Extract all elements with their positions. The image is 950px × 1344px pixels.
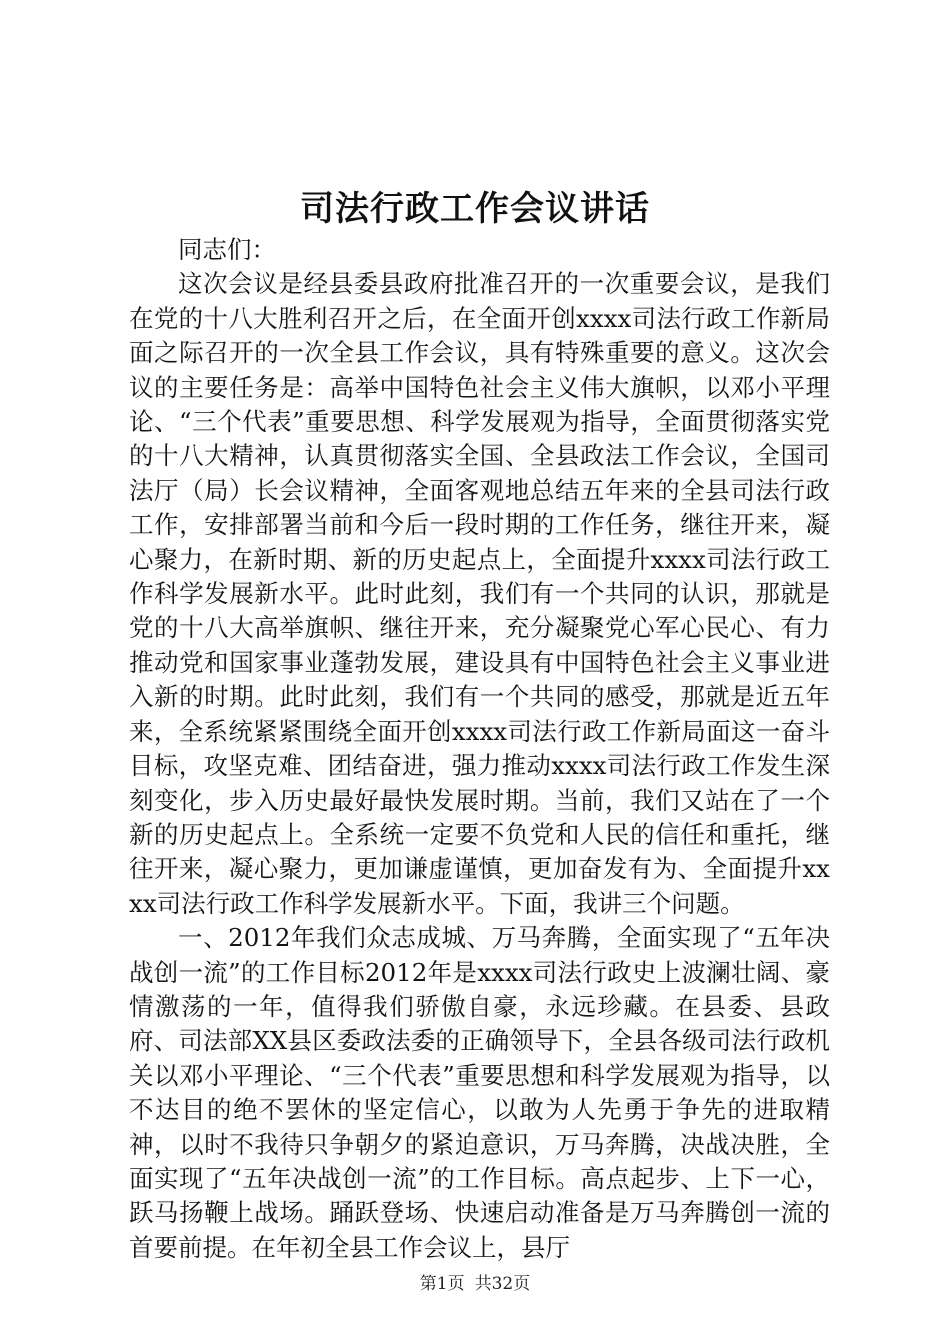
document-title: 司法行政工作会议讲话	[300, 189, 650, 229]
document-body	[129, 233, 830, 1265]
salutation: 同志们：	[178, 235, 276, 264]
paragraph: 这次会议是经县委县政府批准召开的一次重要会议，是我们在党的十八大胜利召开之后，在全面开创xxxx司法行政工作新局面之际召开的一次全县工作会议，具有特殊重要的意义。这次会议的主要任务是：高举中国特色社会主义伟大旗帜，以邓小平理论、“三个代表”重要思想、科学发展观为指导，全面贯彻落实党的十八大精神，认真贯彻落实全国、全县政法工作会议，全国司法厅（局）长会议精神，全面客观地总结五年来的全县司法行政工作，安排部署当前和今后一段时期的工作任务，继往开来，凝心聚力，在新时期、新的历史起点上，全面提升xxxx司法行政工作科学发展新水平。此时此刻，我们有一个共同的认识，那就是党的十八大高举旗帜、继往开来，充分凝聚党心军心民心、有力推动党和国家事业蓬勃发展，建设具有中国特色社会主义事业进入新的时期。此时此刻，我们有一个共同的感受，那就是近五年来，全系统紧紧围绕全面开创xxxx司法行政工作新局面这一奋斗目标，攻坚克难、团结奋进，强力推动xxxx司法行政工作发生深刻变化，步入历史最好最快发展时期。当前，我们又站在了一个新的历史起点上。全系统一定要不负党和人民的信任和重托，继往开来，凝心聚力，更加谦虚谨慎，更加奋发有为、全面提升xxxx司法行政工作科学发展新水平。下面，我讲三个问题。	[129, 269, 830, 918]
page-footer	[0, 1272, 950, 1296]
page-number: 第1页	[419, 1274, 465, 1294]
paragraph: 一、2012年我们众志成城、万马奔腾，全面实现了“五年决战创一流”的工作目标2012年是xxxx司法行政史上波澜壮阔、豪情激荡的一年，值得我们骄傲自豪，永远珍藏。在县委、县政府、司法部XX县区委政法委的正确领导下，全县各级司法行政机关以邓小平理论、“三个代表”重要思想和科学发展观为指导，以不达目的绝不罢休的坚定信心，以敢为人先勇于争先的进取精神，以时不我待只争朝夕的紧迫意识，万马奔腾，决战决胜，全面实现了“五年决战创一流”的工作目标。高点起步、上下一心，跃马扬鞭上战场。踊跃登场、快速启动准备是万马奔腾创一流的首要前提。在年初全县工作会议上，县厅	[129, 923, 830, 1262]
page-total: 共32页	[474, 1274, 531, 1294]
